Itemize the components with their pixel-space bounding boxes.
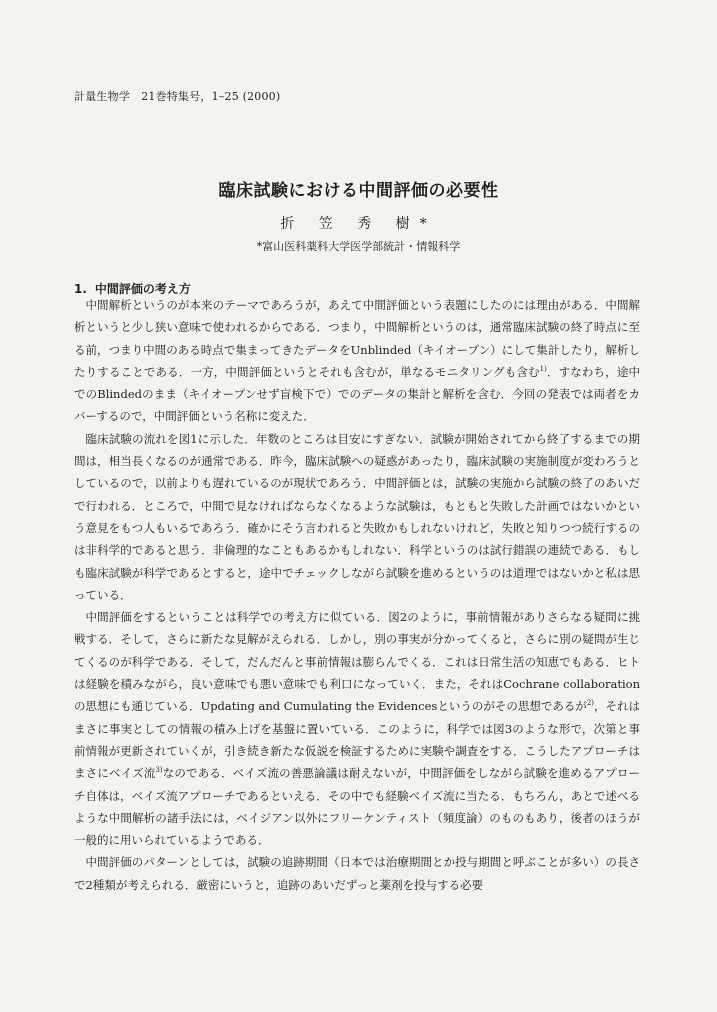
citation-marker: 1) — [539, 365, 547, 374]
paragraph — [74, 428, 640, 606]
section-title: 中間評価の考え方 — [94, 282, 191, 296]
citation-marker: 2) — [586, 699, 595, 708]
journal-header: 計量生物学 21巻特集号，1–25 (2000) — [74, 90, 281, 103]
text-run: ，それはまさに事実としての情報の積み上げを基盤に置いている．このように，科学では図3のような形で，次第と事前情報が更新されていくが，引き続き新たな仮説を検証するために実験や調査をする．こうしたアプローチはまさにベイズ流 — [74, 699, 641, 781]
author-affiliation: *富山医科薬科大学医学部統計・情報科学 — [256, 240, 461, 253]
text-run: 中間解析というのが本来のテーマであろうが，あえて中間評価という表題にしたのには理由がある．中間解析というと少し狭い意味で使われるからである．つまり，中間解析というのは，通常臨床試験の終了時点に至る前，つまり中間のある時点で集まってきたデータをUnblinded（キイオープン）にして集計したり，解析したりすることである．一方，中間評価というとそれも含むが，単なるモニタリングも含む — [74, 298, 640, 379]
paragraph — [74, 606, 640, 851]
text-run: 臨床試験の流れを図1に示した．年数のところは目安にすぎない．試験が開始されてから終了するまでの期間は，相当長くなるのが通常である．昨今，臨床試験への疑惑があったり，臨床試験の実施制度が変わろうとしているので，以前よりも遅れているのが現状であろう．中間評価とは，試験の実施から試験の終了のあいだで行われる．ところで，中間で見なければならなくなるような試験は，もともと失敗した計画ではないかという意見をもつ人もいるであろう．確かにそう言われると失敗かもしれないけれど，失敗と知りつつ続行するのは非科学的であると思う．非倫理的なこともあるかもしれない．科学というのは試行錯誤の連続である．もしも臨床試験が科学であるとすると，途中でチェックしながら試験を進めるというのは道理ではないかと私は思っている． — [74, 431, 640, 602]
citation-marker: 3) — [155, 766, 163, 775]
text-run: 中間評価をするということは科学での考え方に似ている．図2のように，事前情報がありさらなる疑問に挑戦する．そして，さらに新たな見解がえられる．しかし，別の事実が分かってくると，さらに別の疑問が生じてくるのが科学である．そして，だんだんと事前情報は膨らんでくる．これは日常生活の知恵でもある．ヒトは経験を積みながら，良い意味でも悪い意味でも利口になっていく．また，それはCochrane collaborationの思想にも通じている．Updating and Cumulating the Evidencesというのがその思想であるが — [74, 610, 640, 714]
paragraph — [74, 294, 640, 428]
text-run: 中間評価のパターンとしては，試験の追跡期間（日本では治療期間とか投与期間と呼ぶことが多い）の長さで2種類が考えられる．厳密にいうと，追跡のあいだずっと薬剤を投与する必要 — [74, 855, 640, 892]
paragraph — [74, 851, 640, 896]
text-run: ．すなわち，途中でのBlindedのまま（キイオープンせず盲検下で）でのデータの集計と解析を含む．今回の発表では両者をカバーするので，中間評価という名称に変えた． — [74, 364, 641, 424]
paper-title: 臨床試験における中間評価の必要性 — [218, 181, 499, 201]
section-number: 1. — [74, 282, 87, 296]
text-run: なのである．ベイズ流の善悪論議は耐えないが，中間評価をしながら試験を進めるアプローチ自体は，ベイズ流アプローチであるといえる．その中でも経験ベイズ流に当たる．もちろん，あとで述べるような中間解析の諸手法には，ベイジアン以外にフリーケンティスト（頻度論）のものもあり，後者のほうが一般的に用いられているようである． — [74, 766, 640, 848]
body-text — [74, 294, 640, 896]
author-name: 折 笠 秀 樹* — [280, 216, 437, 232]
